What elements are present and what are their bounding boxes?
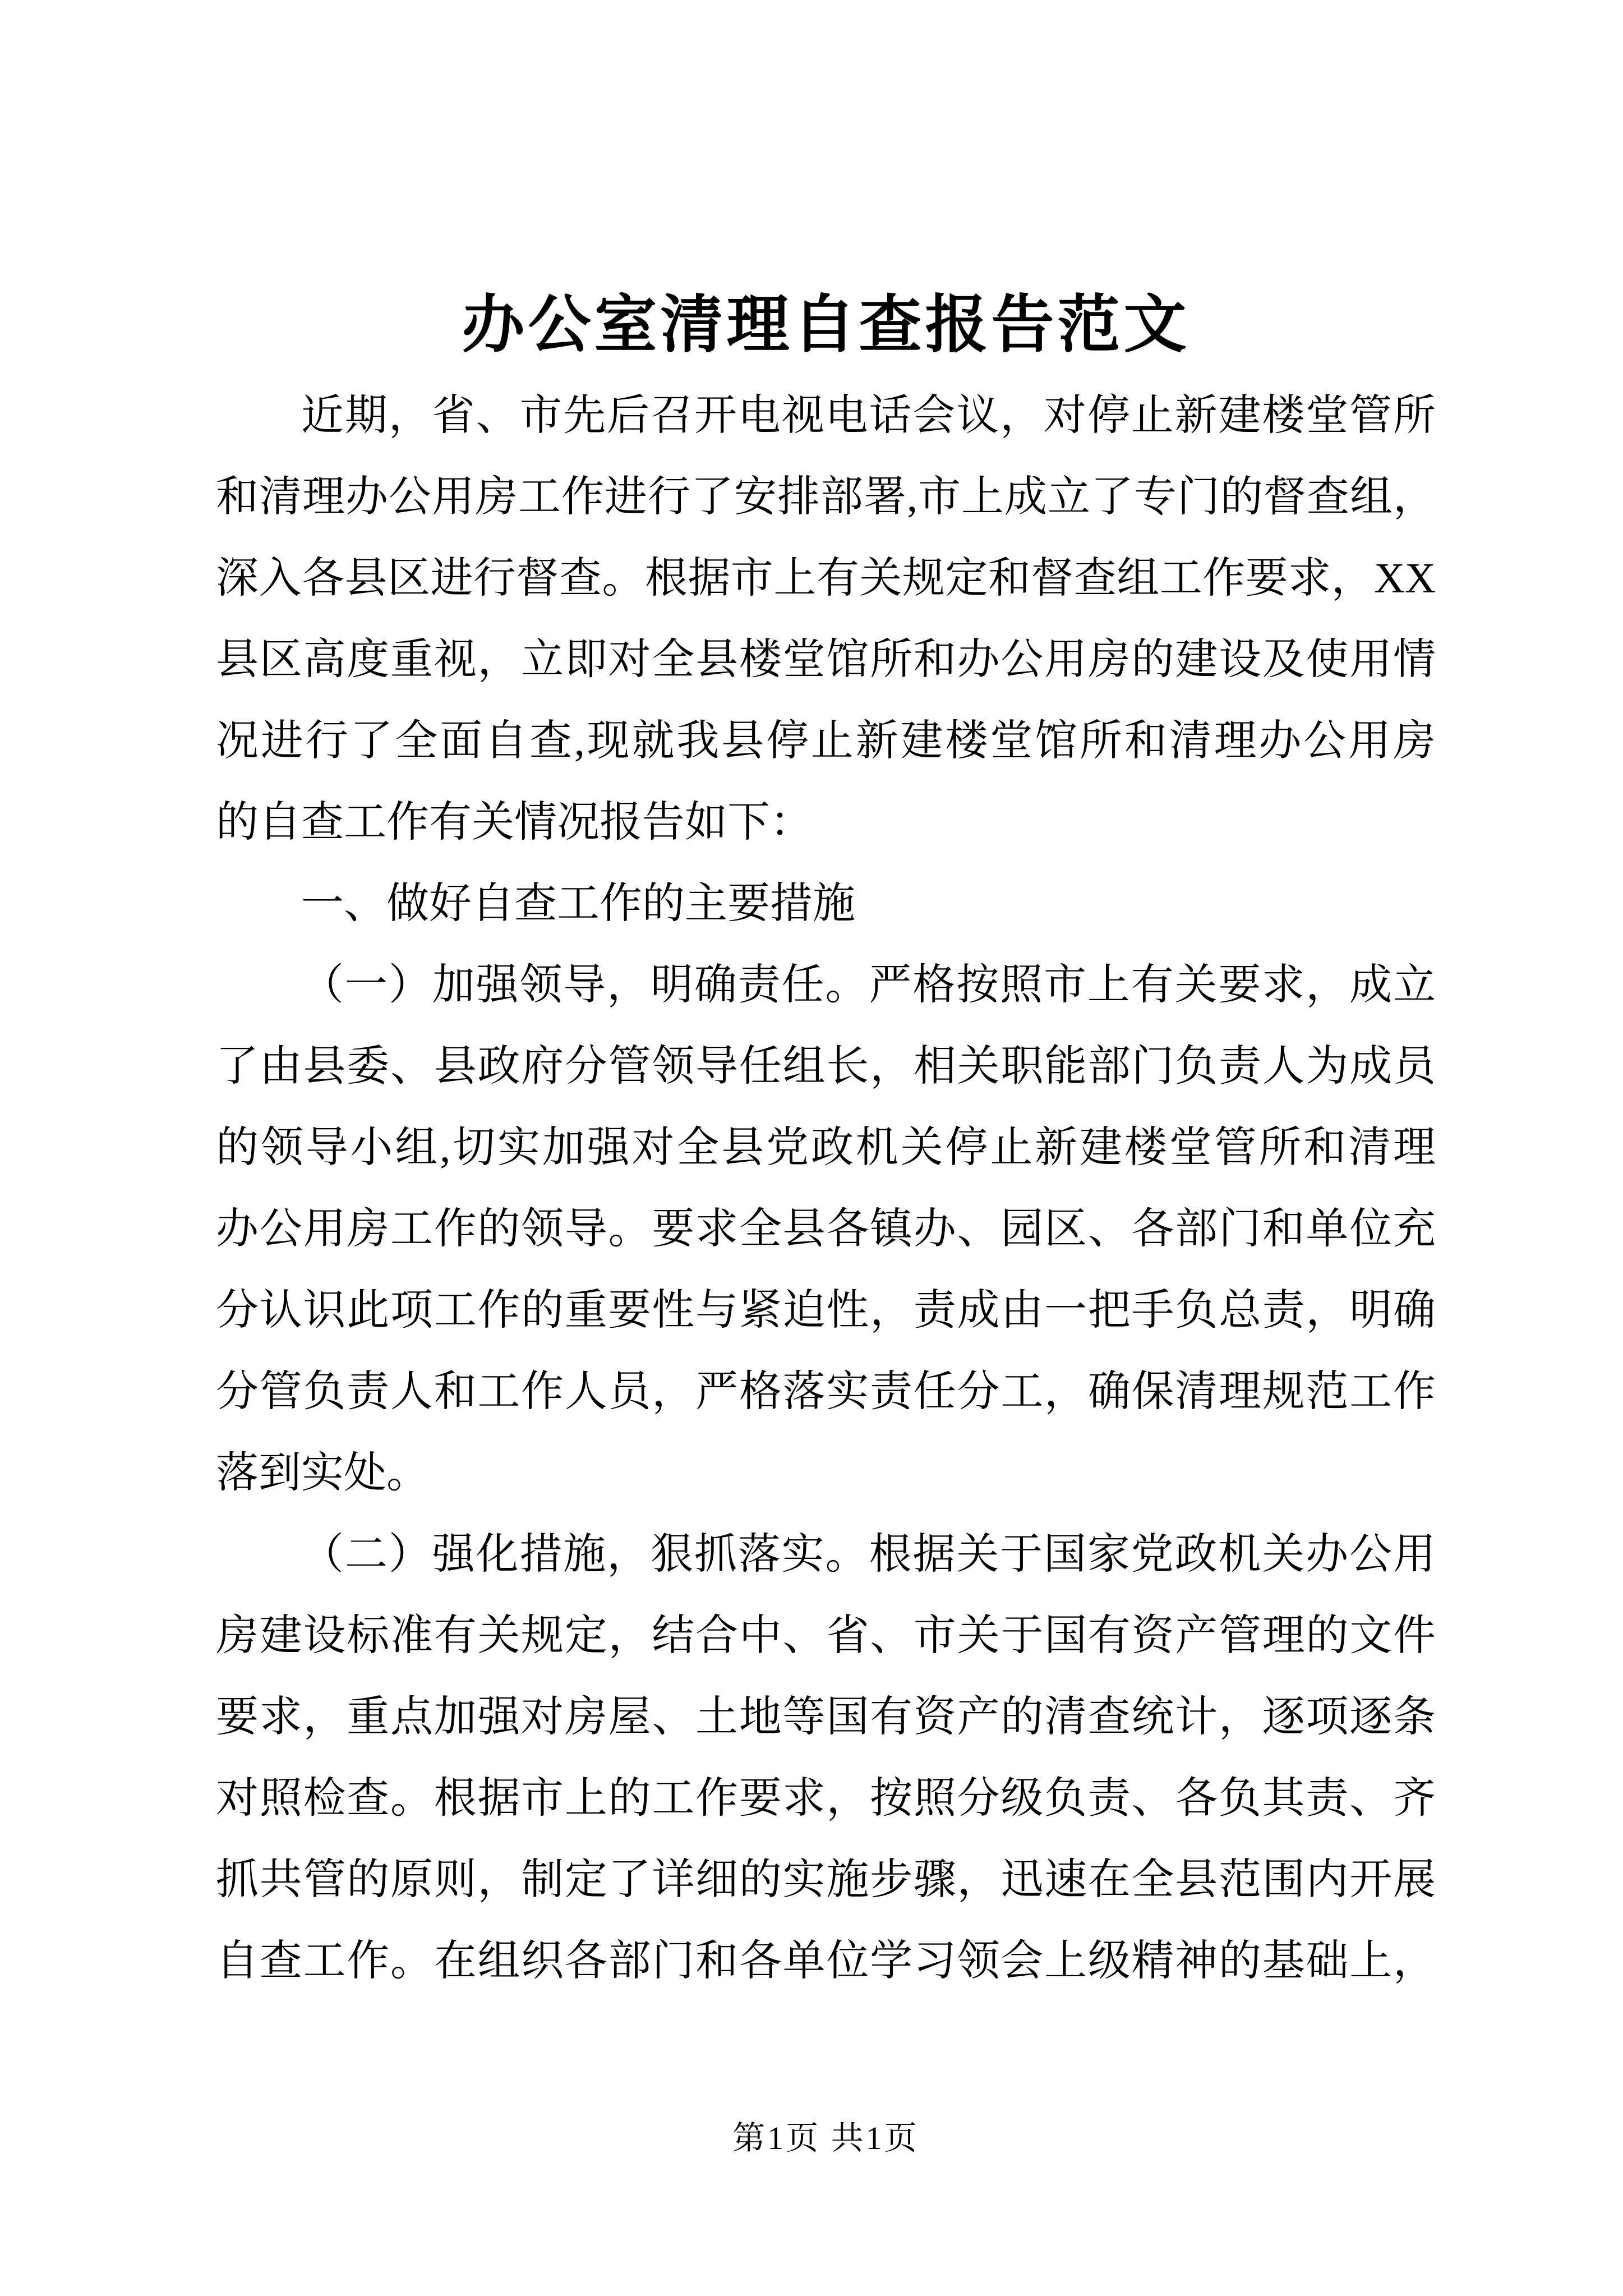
body-line: 自查工作。在组织各部门和各单位学习领会上级精神的基础上， [216, 1938, 1436, 1985]
body-line: 了由县委、县政府分管领导任组长，相关职能部门负责人为成员 [216, 1043, 1436, 1090]
body-line: 分管负责人和工作人员，严格落实责任分工，确保清理规范工作 [216, 1368, 1436, 1415]
paragraph-intro [216, 375, 1436, 863]
body-line: （一）加强领导，明确责任。严格按照市上有关要求，成立 [301, 961, 1436, 1009]
document-content [216, 0, 1436, 2002]
body-line: 的领导小组,切实加强对全县党政机关停止新建楼堂管所和清理 [216, 1124, 1436, 1171]
body-line: 近期，省、市先后召开电视电话会议，对停止新建楼堂管所 [301, 392, 1436, 439]
body-line: （二）强化措施，狠抓落实。根据关于国家党政机关办公用 [301, 1531, 1436, 1578]
body-line: 县区高度重视，立即对全县楼堂馆所和办公用房的建设及使用情 [216, 636, 1436, 683]
paragraph-item-one [216, 945, 1436, 1514]
page-footer: 第1页 共1页 [732, 2120, 919, 2156]
body-line: 办公用房工作的领导。要求全县各镇办、园区、各部门和单位充 [216, 1205, 1436, 1253]
document-title: 办公室清理自查报告范文 [462, 291, 1190, 360]
body-line: 分认识此项工作的重要性与紧迫性，责成由一把手负总责，明确 [216, 1287, 1436, 1334]
body-line: 落到实处。 [216, 1450, 429, 1497]
body-line: 的自查工作有关情况报告如下： [216, 799, 813, 846]
body-line: 房建设标准有关规定，结合中、省、市关于国有资产管理的文件 [216, 1612, 1436, 1659]
body-line: 对照检查。根据市上的工作要求，按照分级负责、各负其责、齐 [216, 1775, 1436, 1822]
section-heading-line: 一、做好自查工作的主要措施 [301, 880, 855, 927]
body-line: 和清理办公用房工作进行了安排部署,市上成立了专门的督查组， [216, 473, 1436, 521]
paragraph-section-heading [216, 863, 1436, 945]
body-line: 要求，重点加强对房屋、土地等国有资产的清查统计，逐项逐条 [216, 1694, 1436, 1741]
body-line: 深入各县区进行督查。根据市上有关规定和督查组工作要求，XX [216, 555, 1436, 602]
body-line: 抓共管的原则，制定了详细的实施步骤，迅速在全县范围内开展 [216, 1856, 1436, 1903]
body-line: 况进行了全面自查,现就我县停止新建楼堂馆所和清理办公用房 [216, 717, 1436, 765]
paragraph-item-two [216, 1514, 1436, 2002]
